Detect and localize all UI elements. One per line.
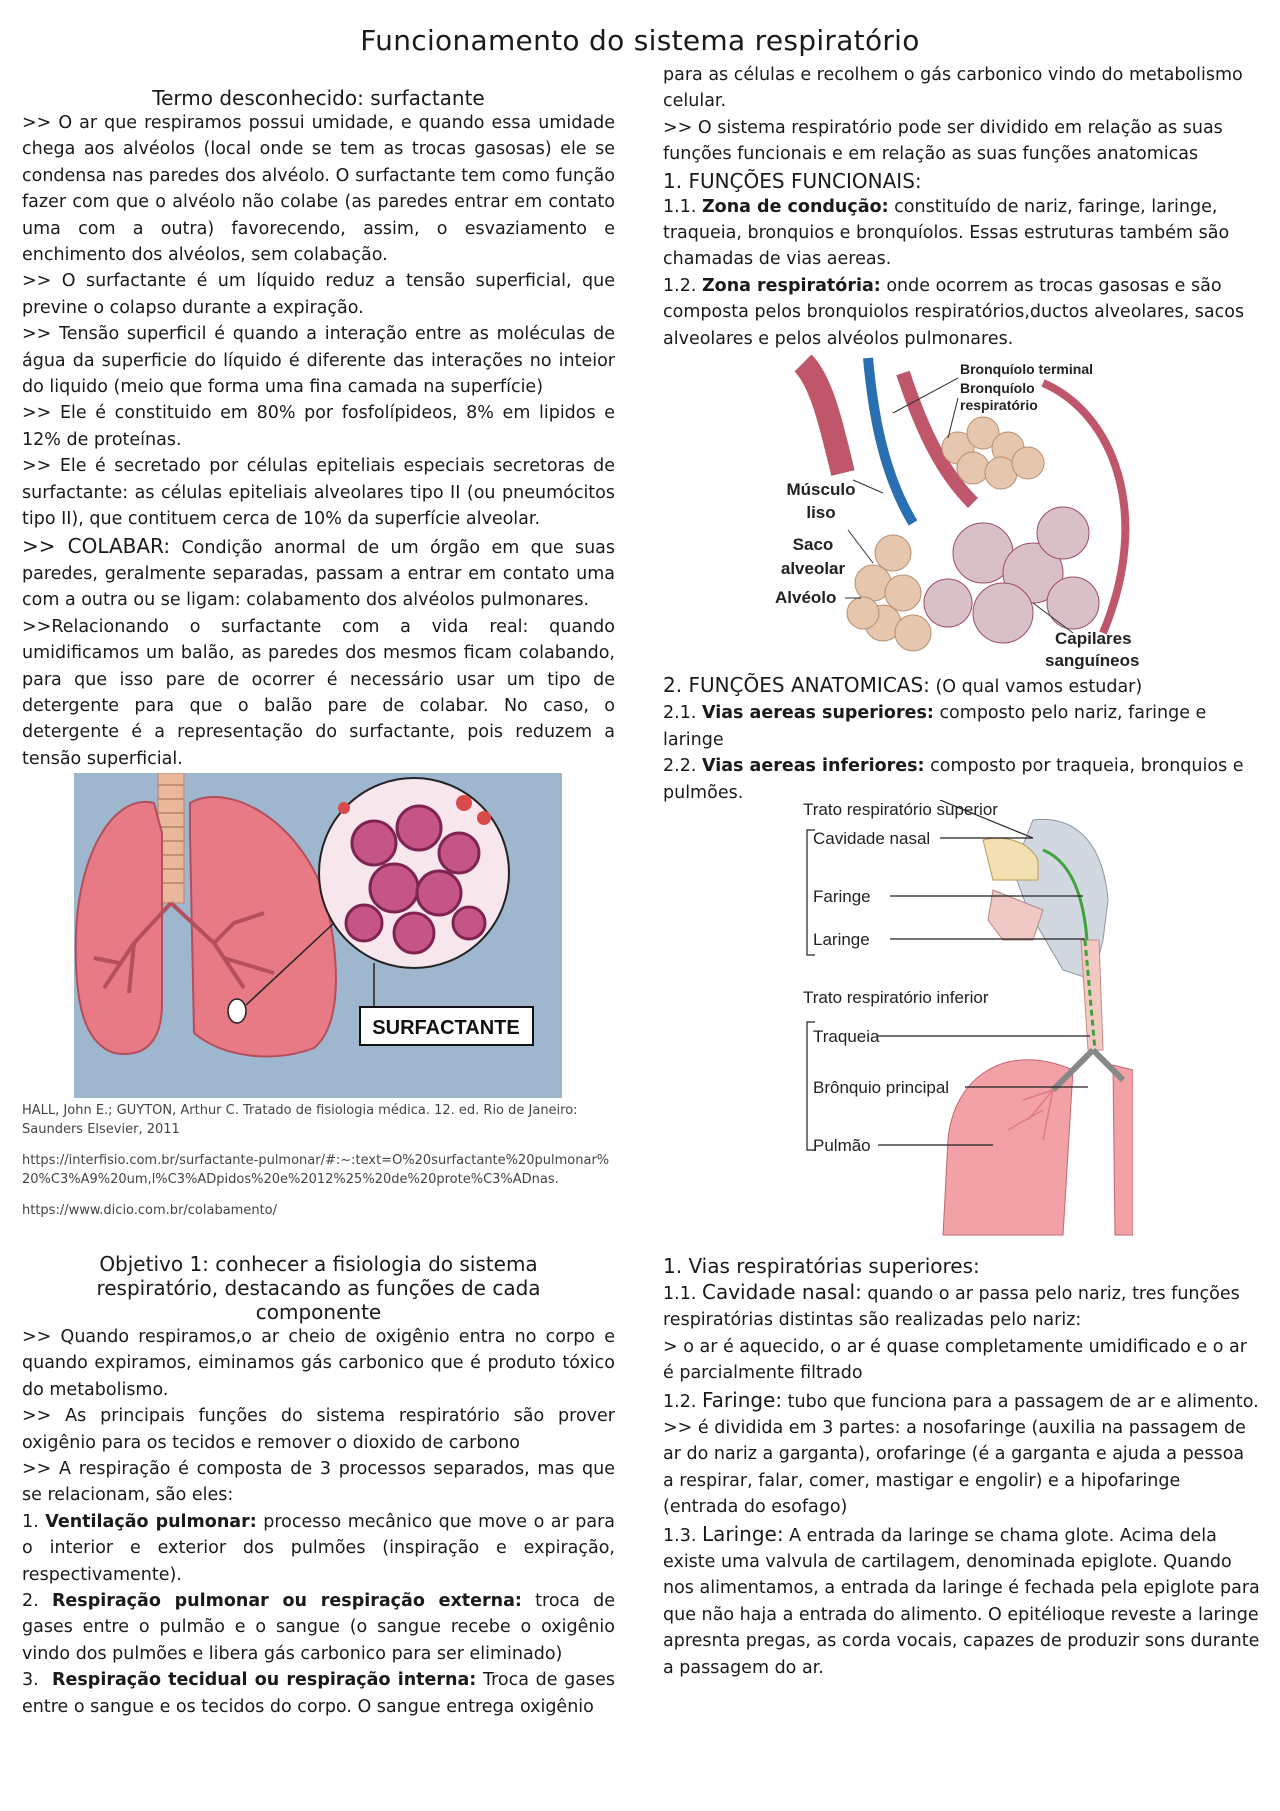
label-traqueia: Traqueia (813, 1027, 880, 1046)
label-trato-inferior: Trato respiratório inferior (803, 988, 989, 1007)
objective-paragraph-3: >> A respiração é composta de 3 processos separados, mas que se relacionam, são eles: (22, 1459, 615, 1506)
label-alveolo: Alvéolo (775, 588, 837, 607)
label-capilares-2: sanguíneos (1045, 651, 1140, 669)
page-title: Funcionamento do sistema respiratório (360, 24, 920, 57)
process-item-3: 3. Respiração tecidual ou respiração interna: Troca de gases entre o sangue e os tecidos do corpo. O sangue entrega oxigênio (22, 1670, 615, 1717)
process-item-2: 2. Respiração pulmonar ou respiração externa: troca de gases entre o pulmão e o sangue (o sangue recebe o oxigênio vindo dos pulmões e libera gás carbonico para ser eliminado) (22, 1591, 615, 1664)
surfactant-image-label: SURFACTANTE (372, 1017, 520, 1039)
reference-2: https://interfisio.com.br/surfactante-pulmonar/#:~:text=O%20surfactante%20pulmonar%20%C3%A9%20um,l%C3%ADpidos%20e%2012%25%20de%20prote%C3%ADnas. (22, 1153, 610, 1187)
reference-1: HALL, John E.; GUYTON, Arthur C. Tratado de fisiologia médica. 12. ed. Rio de Janeiro: Saunders Elsevier, 2011 (22, 1103, 578, 1137)
airway-item-3: 1.3. Laringe: A entrada da laringe se chama glote. Acima dela existe uma valvula de cartilagem, denominada epiglote. Quando nos alimentamos, a entrada da laringe é fechada pela epiglote para que não haja a entrada do alimento. O epitélioque reveste a laringe apresnta pregas, as corda vocais, capazes de produzir sons durante a passagem do ar. (663, 1521, 1260, 1678)
airway-item-2b: >> é dividida em 3 partes: a nosofaringe (auxilia na passagem de ar do nariz a garganta), orofaringe (é a garganta e ajuda a pessoa a respirar, falar, comer, mastigar e engolir) e a hipofaringe (entrada do esofago) (663, 1418, 1246, 1518)
label-trato-superior: Trato respiratório superior (803, 800, 998, 819)
label-bronquiolo-resp-2: respiratório (960, 397, 1038, 413)
label-bronquiolo-terminal: Bronquíolo terminal (960, 361, 1093, 377)
upper-airways-heading: 1. Vias respiratórias superiores: (663, 1254, 980, 1278)
label-pulmao: Pulmão (813, 1136, 871, 1155)
airway-item-1b: > o ar é aquecido, o ar é quase completamente umidificado e o ar é parcialmente filtrado (663, 1336, 1247, 1384)
references (22, 1101, 615, 1220)
alveoli-figure (773, 353, 1183, 669)
airway-item-1: 1.1. Cavidade nasal: quando o ar passa pelo nariz, tres funções respiratórias distintas são realizadas pelo nariz: (663, 1280, 1240, 1331)
anatomical-item-2: 2.2. Vias aereas inferiores: composto por traqueia, bronquios e pulmões. (663, 756, 1244, 803)
label-saco-2: alveolar (780, 559, 846, 578)
colabar-lead: >> COLABAR: (22, 533, 171, 558)
surfactant-paragraph-7: >>Relacionando o surfactante com a vida real: quando umidificamos um balão, as paredes dos mesmos ficam colabando, para que isso pare de ocorrer é necessário usar um tipo de detergente para que o balão pare de colabar. No caso, o detergente é a representação do surfactante, pois reduzem a tensão superficial. (22, 616, 615, 769)
label-laringe: Laringe (813, 930, 870, 949)
label-capilares-1: Capilares (1055, 629, 1132, 648)
functional-heading: 1. FUNÇÕES FUNCIONAIS: (663, 168, 922, 193)
reference-3: https://www.dicio.com.br/colabamento/ (22, 1203, 278, 1218)
label-cavidade-nasal: Cavidade nasal (813, 829, 931, 848)
functional-item-2: 1.2. Zona respiratória: onde ocorrem as trocas gasosas e são composta pelos bronquiolos respiratórios,ductos alveolares, sacos alveolares e pelos alvéolos pulmonares. (663, 275, 1245, 349)
anatomical-item-1: 2.1. Vias aereas superiores: composto pelo nariz, faringe e laringe (663, 703, 1207, 750)
colabar-definition: >> COLABAR: Condição anormal de um órgão em que suas paredes, geralmente separadas, passam a entrar em contato uma com a outra ou se ligam: colabamento dos alvéolos pulmonares. (22, 533, 616, 611)
surfactant-paragraph-5: >> Ele é secretado por células epiteliais especiais secretoras de surfactante: as células epiteliais alveolares tipo II (ou pneumócitos tipo II), que contituem cerca de 10% da superfície alveolar. (22, 456, 615, 530)
continuation-paragraph: para as células e recolhem o gás carbonico vindo do metabolismo celular. (663, 65, 1243, 112)
process-item-1: 1. Ventilação pulmonar: processo mecânico que move o ar para o interior e exterior dos pulmões (inspiração e expiração, respectivamente). (22, 1511, 615, 1585)
label-bronquiolo-resp-1: Bronquíolo (960, 380, 1035, 396)
objective-paragraph-2: >> As principais funções do sistema respiratório são prover oxigênio para os tecidos e remover o dioxido de carbono (22, 1406, 615, 1453)
label-faringe: Faringe (813, 887, 871, 906)
division-paragraph: >> O sistema respiratório pode ser dividido em relação as suas funções funcionais e em relação as suas funções anatomicas (663, 117, 1223, 165)
surfactant-paragraph-4: >> Ele é constituido em 80% por fosfolípideos, 8% em lipidos e 12% de proteínas. (22, 403, 615, 450)
label-musculo-2: liso (806, 503, 836, 522)
label-saco-1: Saco (792, 535, 834, 554)
anatomical-heading: 2. FUNÇÕES ANATOMICAS: (O qual vamos estudar) (663, 673, 1143, 697)
functional-item-1: 1.1. Zona de condução: constituído de nariz, faringe, laringe, traqueia, bronquios e bronquíolos. Essas estruturas também são chamadas de vias aereas. (663, 196, 1230, 270)
objective-paragraph-1: >> Quando respiramos,o ar cheio de oxigênio entra no corpo e quando expiramos, eiminamos gás carbonico que é produto tóxico do metabolismo. (22, 1327, 615, 1400)
objective-heading: Objetivo 1: conhecer a fisiologia do sistema respiratório, destacando as funções de cada componente (96, 1252, 541, 1324)
label-musculo-1: Músculo (786, 480, 856, 499)
surfactant-heading: Termo desconhecido: surfactante (152, 86, 485, 110)
label-bronquio-principal: Brônquio principal (813, 1078, 950, 1097)
surfactant-lung-image (74, 773, 562, 1098)
surfactant-paragraph-2: >> O surfactante é um líquido reduz a tensão superficial, que previne o colapso durante a expiração. (22, 271, 615, 318)
respiratory-tract-figure (803, 800, 1133, 1236)
surfactant-paragraph-3: >> Tensão superficil é quando a interação entre as moléculas de água da superficie do líquido é diferente das interações no inteior do liquido (meio que forma uma fina camada na superfície) (22, 324, 615, 398)
surfactant-paragraph-1: >> O ar que respiramos possui umidade, e quando essa umidade chega aos alvéolos (local onde se tem as trocas gasosas) ele se condensa nas paredes dos alvéolo. O surfactante tem como função fazer com que o alvéolo não colabe (as paredes entrar em contato uma com a outra) favorecendo, assim, o esvaziamento e enchimento dos alvéolos, sem colabação. (22, 113, 615, 266)
airway-item-2: 1.2. Faringe: tubo que funciona para a passagem de ar e alimento. (663, 1387, 1259, 1412)
